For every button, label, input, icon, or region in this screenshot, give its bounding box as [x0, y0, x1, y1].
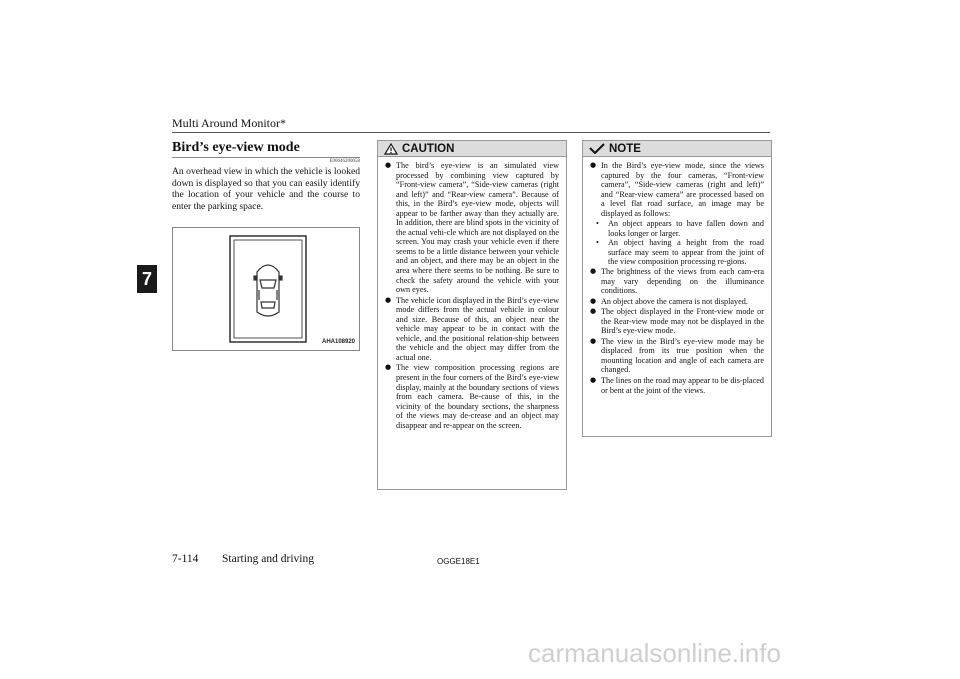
checkmark-icon: [589, 143, 605, 154]
birds-eye-illustration: [173, 228, 359, 350]
bullet-icon: ●: [385, 295, 392, 304]
footer-section: Starting and driving: [222, 553, 314, 565]
note-box: [582, 140, 772, 437]
header-rule: [172, 132, 770, 133]
section-rule: [172, 157, 360, 158]
bullet-icon: ●: [590, 161, 597, 169]
bullet-icon: ●: [590, 376, 597, 385]
note-subitem: • An object appears to have fallen down and looks longer or larger.: [596, 219, 764, 238]
watermark: carmanualsonline.info: [528, 638, 781, 668]
page-number: 7-114: [172, 553, 199, 565]
note-heading-text: NOTE: [609, 142, 641, 155]
note-subitem: • An object having a height from the road surface may seem to appear from the joint of the view composition processing re-gions.: [596, 238, 764, 267]
footer-code: OGGE18E1: [437, 557, 480, 566]
note-item: ● The brightness of the views from each cam-era may vary depending on the illuminance conditions.: [590, 267, 764, 296]
birds-eye-figure: [172, 227, 360, 351]
bullet-icon: ●: [590, 296, 597, 305]
figure-code: AHA108920: [322, 339, 356, 345]
display-frame-inner: [234, 240, 302, 338]
bullet-icon: ●: [590, 267, 597, 276]
caution-heading-text: CAUTION: [402, 142, 455, 155]
bullet-icon: ●: [590, 307, 597, 316]
note-item: ● An object above the camera is not displayed.: [590, 296, 748, 306]
note-item: ● In the Bird’s eye-view mode, since the views captured by the four cameras, “Front-view camera”, “Side-view cameras (right and left)” and “Rear-view camera” are processed based on a level flat road surface, an image may be displayed as follows:: [590, 161, 764, 218]
sub-bullet-icon: •: [596, 238, 599, 248]
chapter-tab: 7: [137, 265, 157, 293]
section-body: An overhead view in which the vehicle is looked down is displayed so that you can easily identify the location of your vehicle and the course to enter the parking space.: [172, 166, 360, 212]
section-title: Bird’s eye-view mode: [172, 140, 300, 155]
caution-item: ● The view composition processing regions are present in the four corners of the Bird’s eye-view display, mainly at the boundary sections of views from each camera. Be-cause of this, in the vicinity of the boundary sections, the sharpness of the views may de-crease and an object may disappear and re-appear on the screen.: [385, 363, 559, 430]
caution-box: [377, 140, 567, 490]
bullet-icon: ●: [590, 336, 597, 345]
caution-item: ● The vehicle icon displayed in the Bird’s eye-view mode differs from the actual vehicle in colour and size. Because of this, an object near the vehicle may appear to be in contact with the vehicle, and the positional relation-ship between the vehicle and the object may differ from the actual one.: [385, 295, 559, 362]
bullet-icon: ●: [385, 161, 392, 169]
running-header: Multi Around Monitor*: [172, 116, 287, 130]
bullet-icon: ●: [385, 363, 392, 372]
note-item: ● The view in the Bird’s eye-view mode may be displaced from its true position when the mounting location and angle of each camera are changed.: [590, 336, 764, 375]
note-item: ● The object displayed in the Front-view mode or the Rear-view mode may not be displayed in the Bird’s eye-view mode.: [590, 307, 764, 336]
caution-heading: [378, 141, 566, 157]
caution-item: ● The bird’s eye-view is an simulated view processed by combining view captured by “Front-view camera”, “Side-view cameras (right and left)” and “Rear-view camera”. Because of this, in the Bird’s eye-view mode, objects will appear to be farther away than they actually are. In addition, there are blind spots in the vicinity of the actual vehi-cle which are not displayed on the screen. You may crash your vehicle even if there seems to be a little distance between your vehicle and an object, and there may be an object in the area where there seems to be nothing. Be sure to check the safety around the vehicle with your own eyes.: [385, 161, 559, 295]
warning-triangle-icon: [384, 143, 398, 155]
note-item: ● The lines on the road may appear to be dis-placed or bent at the joint of the views.: [590, 376, 765, 395]
section-code: E00646200058: [329, 159, 360, 164]
sub-bullet-icon: •: [596, 219, 599, 229]
note-heading: [583, 141, 771, 157]
